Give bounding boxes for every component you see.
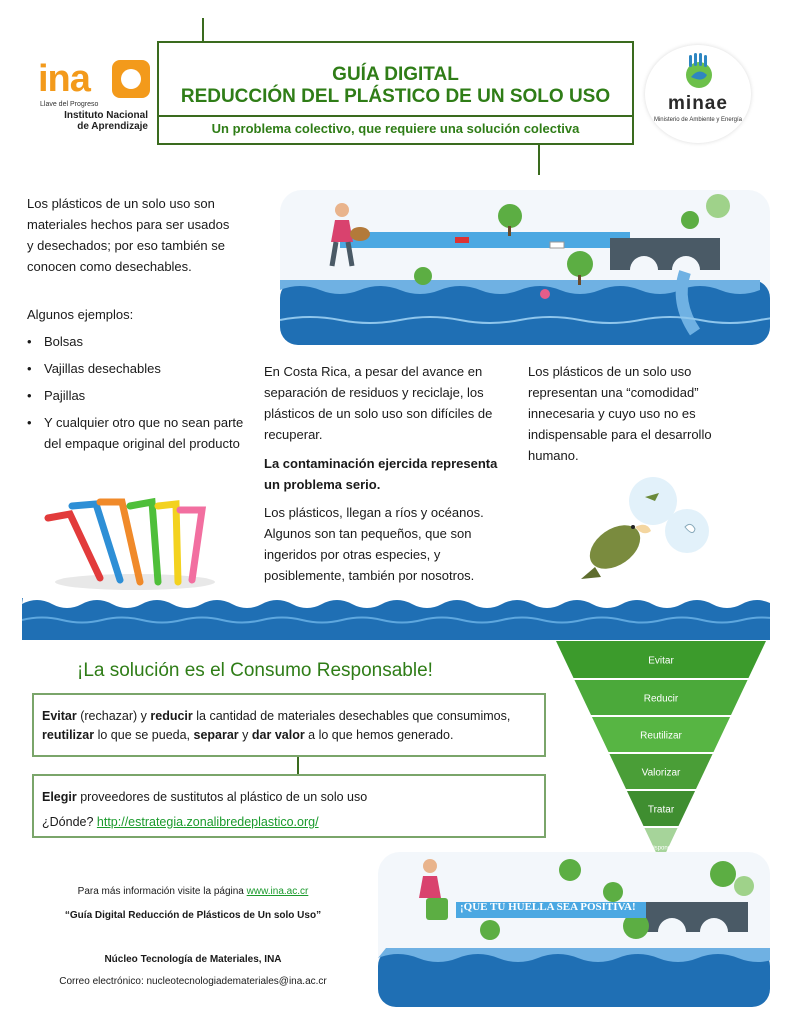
straws-illustration [40,496,225,596]
minae-logo [645,45,751,143]
list-item: • Vajillas desechables [27,358,247,379]
pyramid-label-tratar: Tratar [647,804,675,816]
strategy-link[interactable]: http://estrategia.zonalibredeplastico.org/ [96,815,319,829]
footer-guide-title: “Guía Digital Reducción de Plásticos de Un solo Uso” [64,910,322,921]
fish-illustration [575,475,715,585]
word-reducir: reducir [150,709,193,723]
intro-paragraph: Los plásticos de un solo uso son materiales hechos para ser usados y desechados; por eso también se conocen como desechables. [27,196,230,274]
footer-department: Núcleo Tecnología de Materiales, INA [104,954,282,965]
comfort-paragraph: Los plásticos de un solo uso representan una “comodidad” innecesaria y cuyo uso no es indispensable para el desarrollo humano. [528,364,712,463]
where-question: ¿Dónde? [42,815,97,829]
water-band-illustration [22,590,770,640]
pyramid-label-evitar: Evitar [648,655,674,667]
rivers-paragraph: Los plásticos, llegan a ríos y océanos. Algunos son tan pequeños, que son ingeridos por otras especies, y posiblemente, también por nosotros. [264,505,484,583]
river-illustration [280,190,770,345]
title-line1: GUÍA DIGITAL [332,64,459,85]
hand-globe-icon [679,53,719,91]
list-item: • Pajillas [27,385,247,406]
ina-logo-name-line2: de Aprendizaje [77,121,148,132]
reduce-box [32,693,546,757]
choose-box [32,774,546,838]
word-dar-valor: dar valor [251,728,305,742]
ina-logo-name [40,110,148,132]
costa-rica-paragraph: En Costa Rica, a pesar del avance en separación de residuos y reciclaje, los plásticos de un solo uso son difíciles de recuperar. [264,364,493,442]
word-reutilizar: reutilizar [42,728,95,742]
pyramid-svg [556,641,766,863]
footprint-caption: ¡QUE TU HUELLA SEA POSITIVA! [460,901,636,913]
ina-logo-name-line1: Instituto Nacional [64,110,148,121]
text-segment: proveedores de sustitutos al plástico de un solo uso [76,790,368,804]
list-item: • Y cualquier otro que no sean parte del empaque original del producto [27,412,247,454]
text-segment: lo que se pueda, [94,728,194,742]
word-elegir: Elegir [42,790,77,804]
footer-info [18,886,368,897]
title-line2: REDUCCIÓN DEL PLÁSTICO DE UN SOLO USO [180,86,611,107]
waste-pyramid [556,641,766,863]
ina-logo-tagline: Llave del Progreso [40,101,99,108]
pollution-statement: La contaminación ejercida representa un problema serio. [264,456,498,492]
text-segment: (rechazar) y [76,709,151,723]
choose-box-line2 [42,813,319,832]
footer-email: Correo electrónico: nucleotecnologiademateriales@ina.ac.cr [59,976,327,987]
pyramid-label-disponer: Disponer [648,845,674,852]
word-evitar: Evitar [42,709,77,723]
minae-logo-subtitle: Ministerio de Ambiente y Energía [653,117,743,123]
box-connector-line [297,757,299,774]
subtitle: Un problema colectivo, que requiere una solución colectiva [211,121,580,136]
text-segment: la cantidad de materiales desechables que consumimos, [192,709,511,723]
examples-list [27,331,247,460]
word-separar: separar [193,728,239,742]
title-box [157,41,634,145]
minae-logo-word: minae [668,93,728,114]
choose-box-line1 [42,788,367,807]
header-top-line [202,18,204,42]
footer-info-prefix: Para más información visite la página [77,886,247,897]
pyramid-label-reutilizar: Reutilizar [640,730,682,742]
pyramid-label-reducir: Reducir [643,693,679,705]
ina-logo [38,58,150,148]
text-segment: y [238,728,252,742]
ina-logo-word: ina [38,58,90,100]
reduce-box-text [42,707,540,745]
text-segment: a lo que hemos generado. [304,728,454,742]
solution-title: ¡La solución es el Consumo Responsable! [77,660,433,681]
footprint-illustration [378,852,770,1007]
ina-logo-mark-icon [112,60,150,98]
header-bottom-line [538,145,540,175]
ina-website-link[interactable]: www.ina.ac.cr [246,886,309,897]
title-inner [159,43,632,117]
pyramid-label-valorizar: Valorizar [641,767,681,779]
list-item: • Bolsas [27,331,247,352]
examples-title: Algunos ejemplos: [27,307,134,322]
